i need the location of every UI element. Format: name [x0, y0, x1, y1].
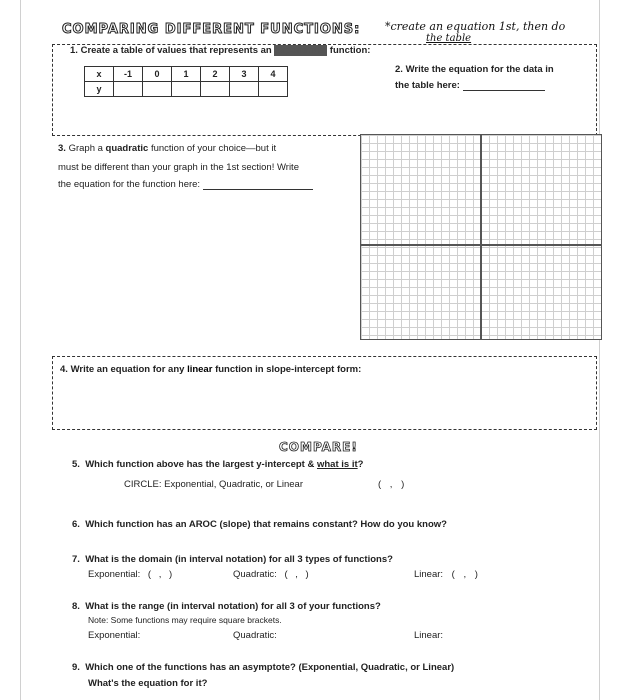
- q5-highlight: above: [156, 459, 184, 470]
- q3-highlight: quadratic: [105, 143, 149, 154]
- q3-line3: the equation for the function here:: [58, 179, 201, 190]
- q1-number: 1.: [70, 45, 78, 56]
- q3-answer-blank[interactable]: [203, 189, 313, 190]
- q1-highlight: exponential: [274, 45, 328, 56]
- handwritten-note-1: *create an equation 1st, then do: [385, 20, 566, 33]
- q1-text-prefix: Create a table of values that represents an: [80, 45, 272, 56]
- table-header-y: y: [85, 82, 114, 97]
- q3-suffix: function of your choice—but it: [150, 143, 277, 154]
- table-cell: -1: [114, 67, 143, 82]
- q3-number: 3.: [58, 143, 66, 154]
- question-1: [70, 45, 370, 56]
- q9-line2: What's the equation for it?: [88, 678, 208, 689]
- question-6: [72, 519, 447, 530]
- q4-suffix: function in slope-intercept form:: [215, 364, 362, 375]
- q4-prefix: Write an equation for any: [70, 364, 185, 375]
- compare-heading: COMPARE!: [279, 440, 358, 454]
- q2-line1: Write the equation for the data in: [405, 64, 554, 75]
- question-5: [72, 459, 363, 470]
- q6-number: 6.: [72, 519, 80, 530]
- q5-underlined: what is it: [316, 459, 358, 470]
- q3-prefix: Graph a: [68, 143, 103, 154]
- q8-exponential: Exponential:: [88, 630, 141, 641]
- q5-mid: has the largest y-intercept &: [186, 459, 315, 470]
- q5-coord: ( , ): [378, 479, 405, 490]
- page-title: COMPARING DIFFERENT FUNCTIONS:: [62, 22, 361, 37]
- q5-end: ?: [357, 459, 364, 470]
- q6-text: Which function has an AROC (slope) that remains constant? How do you know?: [85, 519, 447, 530]
- table-cell-blank[interactable]: [230, 82, 259, 97]
- q7-linear: Linear: ( , ): [414, 569, 478, 580]
- q9-number: 9.: [72, 662, 80, 673]
- table-cell-blank[interactable]: [259, 82, 288, 97]
- table-header-x: x: [85, 67, 114, 82]
- y-axis: [480, 135, 482, 339]
- q8-text: What is the range (in interval notation) for all 3 of your functions?: [85, 601, 381, 612]
- table-cell: 1: [172, 67, 201, 82]
- table-cell: 3: [230, 67, 259, 82]
- q7-text: What is the domain (in interval notation) for all 3 types of functions?: [85, 554, 393, 565]
- q7-exponential: Exponential: ( , ): [88, 569, 173, 580]
- q2-line2: the table here:: [395, 80, 460, 91]
- q8-number: 8.: [72, 601, 80, 612]
- table-row-x: [85, 67, 288, 82]
- q2-number: 2.: [395, 64, 403, 75]
- table-cell-blank[interactable]: [143, 82, 172, 97]
- q2-answer-blank[interactable]: [463, 90, 545, 91]
- question-2-line2: [395, 80, 545, 91]
- question-9: [72, 662, 454, 673]
- q5-circle-line: CIRCLE: Exponential, Quadratic, or Linear: [124, 479, 304, 490]
- q5-number: 5.: [72, 459, 80, 470]
- q4-number: 4.: [60, 364, 68, 375]
- q1-text-suffix: function:: [329, 45, 371, 56]
- q7-quadratic: Quadratic: ( , ): [233, 569, 309, 580]
- table-cell-blank[interactable]: [172, 82, 201, 97]
- q8-quadratic: Quadratic:: [233, 630, 277, 641]
- table-cell: 4: [259, 67, 288, 82]
- question-7: [72, 554, 393, 565]
- question-3-line3: [58, 179, 313, 190]
- graph-grid[interactable]: [360, 134, 602, 340]
- q4-highlight: linear: [187, 364, 213, 375]
- table-cell: 0: [143, 67, 172, 82]
- table-cell-blank[interactable]: [114, 82, 143, 97]
- q8-linear: Linear:: [414, 630, 444, 641]
- question-3-line1: [58, 143, 276, 154]
- q8-note: Note: Some functions may require square brackets.: [88, 615, 282, 625]
- question-4: [60, 364, 361, 375]
- table-row-y: [85, 82, 288, 97]
- q9-text: Which one of the functions has an asymptote? (Exponential, Quadratic, or Linear): [85, 662, 455, 673]
- values-table: [84, 66, 288, 97]
- table-cell-blank[interactable]: [201, 82, 230, 97]
- question-3-line2: must be different than your graph in the 1st section! Write: [58, 162, 299, 173]
- handwritten-note-2: the table: [426, 33, 472, 44]
- question-8: [72, 601, 381, 612]
- q7-number: 7.: [72, 554, 80, 565]
- x-axis: [361, 244, 601, 246]
- table-cell: 2: [201, 67, 230, 82]
- q5-prefix: Which function: [85, 459, 154, 470]
- question-2: [395, 64, 554, 75]
